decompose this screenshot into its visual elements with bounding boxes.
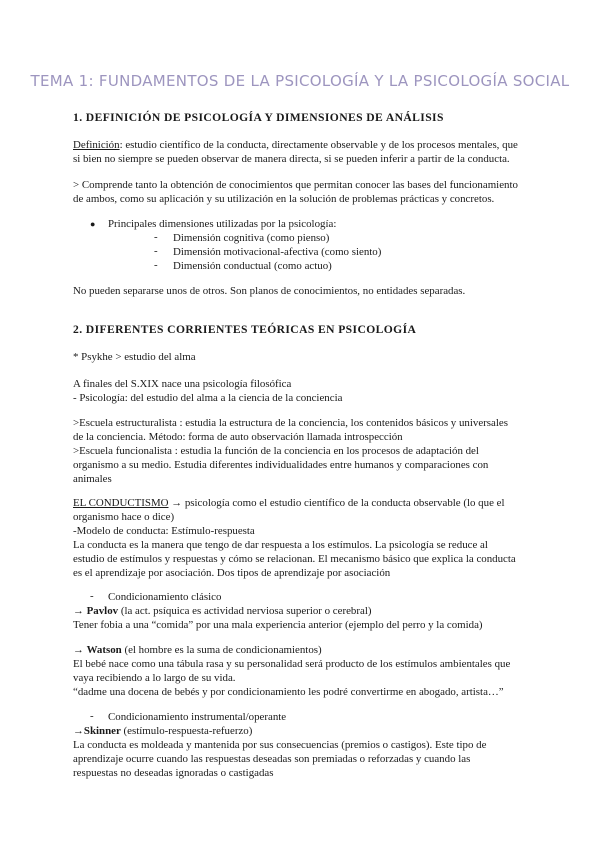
paragraph-line: El bebé nace como una tábula rasa y su personalidad será producto de los estímulos ambientales que xyxy=(73,658,511,670)
paragraph-line: Tener fobia a una “comida” por una mala experiencia anterior (ejemplo del perro y la comida) xyxy=(73,619,483,631)
bullet-text: Principales dimensiones utilizadas por la psicología: xyxy=(108,218,337,230)
arrow-icon: → xyxy=(73,725,84,737)
paragraph-line: * Psykhe > estudio del alma xyxy=(73,351,196,363)
arrow-icon: → xyxy=(73,605,87,617)
paragraph-line: >Escuela estructuralista : estudia la estructura de la conciencia, los contenidos básicos y universales xyxy=(73,417,508,429)
paragraph-line: estudio de estímulos y respuestas y cómo se relacionan. El mecanismo básico que explica la conducta xyxy=(73,553,516,565)
paragraph-line: La conducta es la manera que tengo de dar respuesta a los estímulos. La psicología se reduce al xyxy=(73,539,488,551)
paragraph-line: vaya recibiendo a lo largo de su vida. xyxy=(73,672,236,684)
paragraph-line: No pueden separarse unos de otros. Son planos de conocimientos, no entidades separadas. xyxy=(73,285,466,297)
paragraph-line: >Escuela funcionalista : estudia la función de la conciencia en los procesos de adaptación del xyxy=(73,445,479,457)
paragraph-line: animales xyxy=(73,473,112,485)
paragraph-line: - Psicología: del estudio del alma a la ciencia de la conciencia xyxy=(73,392,343,404)
dimension-item: Dimensión cognitiva (como pienso) xyxy=(173,232,330,244)
conductismo-label: EL CONDUCTISMO xyxy=(73,497,169,509)
definition-label: Definición xyxy=(73,139,120,151)
list-item: Condicionamiento instrumental/operante xyxy=(108,711,287,723)
skinner-name: Skinner xyxy=(83,725,121,737)
page-title: TEMA 1: FUNDAMENTOS DE LA PSICOLOGÍA Y LA PSICOLOGÍA SOCIAL xyxy=(30,72,570,90)
dash-icon: - xyxy=(90,710,94,722)
list-item: Condicionamiento clásico xyxy=(108,591,222,603)
pavlov-name: Pavlov xyxy=(86,605,119,617)
paragraph-line: La conducta es moldeada y mantenida por sus consecuencias (premios o castigos). Este tipo de xyxy=(73,739,487,751)
dash-icon: - xyxy=(154,245,158,257)
definition-line: si bien no siempre se pueden observar de manera directa, si se pueden inferir a partir de la conducta. xyxy=(73,153,510,165)
paragraph-line: respuestas no deseadas ignoradas o castigadas xyxy=(73,767,274,779)
dash-icon: - xyxy=(90,590,94,602)
paragraph-line: -Modelo de conducta: Estímulo-respuesta xyxy=(73,525,255,537)
paragraph-line: →Skinner (estímulo-respuesta-refuerzo) xyxy=(73,725,253,737)
watson-name: Watson xyxy=(86,644,122,656)
paragraph-line: es el aprendizaje por asociación. Dos tipos de aprendizaje por asociación xyxy=(73,567,391,579)
section2-heading: 2. DIFERENTES CORRIENTES TEÓRICAS EN PSICOLOGÍA xyxy=(73,323,417,336)
paragraph-line: A finales del S.XIX nace una psicología filosófica xyxy=(73,378,292,390)
paragraph-line: “dadme una docena de bebés y por condicionamiento les podré convertirme en abogado, artista…” xyxy=(73,686,504,698)
arrow-icon: → xyxy=(73,644,87,656)
paragraph-line: aprendizaje ocurre cuando las respuestas deseadas son premiadas o reforzadas y cuando las xyxy=(73,753,471,765)
dash-icon: - xyxy=(154,231,158,243)
paragraph-line: de la conciencia. Método: forma de auto observación llamada introspección xyxy=(73,431,403,443)
section1-heading: 1. DEFINICIÓN DE PSICOLOGÍA Y DIMENSIONES DE ANÁLISIS xyxy=(73,111,444,124)
paragraph-line: organismo hace o dice) xyxy=(73,511,175,523)
paragraph-line: > Comprende tanto la obtención de conocimientos que permitan conocer las bases del funcionamiento xyxy=(73,179,518,191)
dash-icon: - xyxy=(154,259,158,271)
paragraph-line: organismo a su medio. Estudia diferentes individualidades entre humanos y comparaciones con xyxy=(73,459,489,471)
paragraph-line: → Watson (el hombre es la suma de condicionamientos) xyxy=(73,644,322,656)
dimension-item: Dimensión motivacional-afectiva (como siento) xyxy=(173,246,382,258)
paragraph-line: EL CONDUCTISMO → psicología como el estudio científico de la conducta observable (lo que el xyxy=(73,497,505,509)
paragraph-line: → Pavlov (la act. psíquica es actividad nerviosa superior o cerebral) xyxy=(73,605,372,617)
dimension-item: Dimensión conductual (como actuo) xyxy=(173,260,332,272)
paragraph-line: de ambos, como su aplicación y su utilización en la solución de problemas prácticas y concretos. xyxy=(73,193,495,205)
bullet-icon: ● xyxy=(90,219,96,229)
definition-line: Definición: estudio científico de la conducta, directamente observable y de los procesos mentales, que xyxy=(73,139,518,151)
